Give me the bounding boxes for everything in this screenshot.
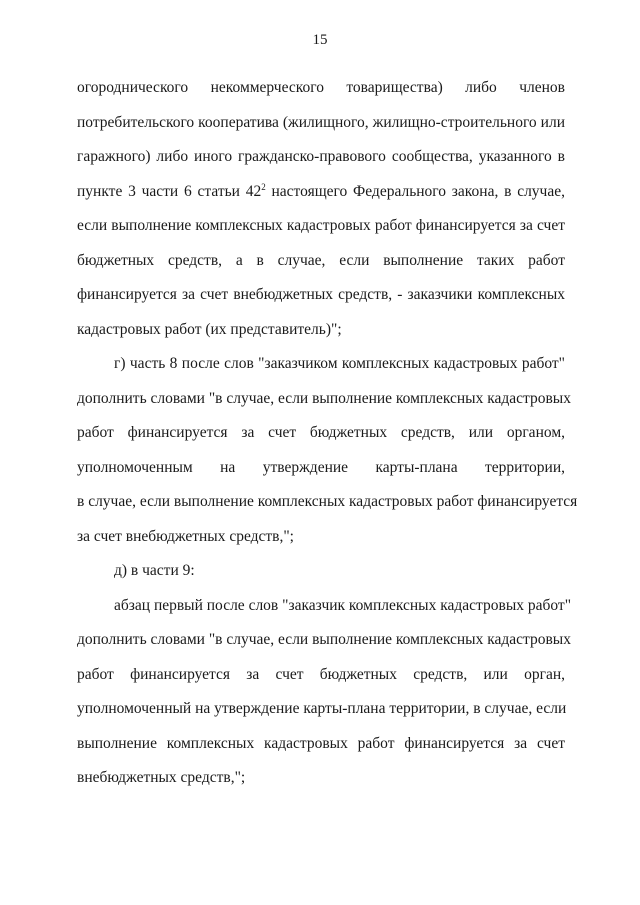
text-line: потребительского кооператива (жилищного, жилищно-строительного или	[77, 114, 565, 131]
text-line: работ финансируется за счет бюджетных средств, или орган,	[77, 666, 565, 683]
text-line: внебюджетных средств,";	[77, 769, 246, 786]
text-line: бюджетных средств, а в случае, если выполнение таких работ	[77, 252, 565, 269]
text-line: за счет внебюджетных средств,";	[77, 528, 294, 545]
paragraph-first-line: абзац первый после слов "заказчик комплексных кадастровых работ"	[114, 597, 572, 614]
text-segment: настоящего Федерального закона, в случае,	[265, 183, 565, 200]
text-line: дополнить словами "в случае, если выполнение комплексных кадастровых	[77, 631, 571, 648]
text-line: в случае, если выполнение комплексных кадастровых работ финансируется	[77, 493, 578, 510]
text-line: дополнить словами "в случае, если выполнение комплексных кадастровых	[77, 390, 571, 407]
paragraph-first-line: д) в части 9:	[114, 562, 195, 579]
text-line	[77, 182, 565, 202]
text-segment: пункте 3 части 6 статьи 42	[77, 183, 262, 200]
text-line: выполнение комплексных кадастровых работ финансируется за счет	[77, 735, 565, 752]
text-line: если выполнение комплексных кадастровых работ финансируется за счет	[77, 217, 565, 234]
text-line: работ финансируется за счет бюджетных средств, или органом,	[77, 424, 565, 441]
text-line: уполномоченный на утверждение карты-плана территории, в случае, если	[77, 700, 567, 717]
paragraph-first-line: г) часть 8 после слов "заказчиком комплексных кадастровых работ"	[114, 355, 565, 372]
text-line: финансируется за счет внебюджетных средств, - заказчики комплексных	[77, 286, 565, 303]
text-line: огороднического некоммерческого товарищества) либо членов	[77, 79, 565, 96]
page-number: 15	[312, 32, 328, 48]
text-line: уполномоченным на утверждение карты-плана территории,	[77, 459, 565, 476]
text-line: гаражного) либо иного гражданско-правового сообщества, указанного в	[77, 148, 565, 165]
text-line: кадастровых работ (их представитель)";	[77, 321, 342, 338]
superscript: 2	[261, 181, 266, 192]
